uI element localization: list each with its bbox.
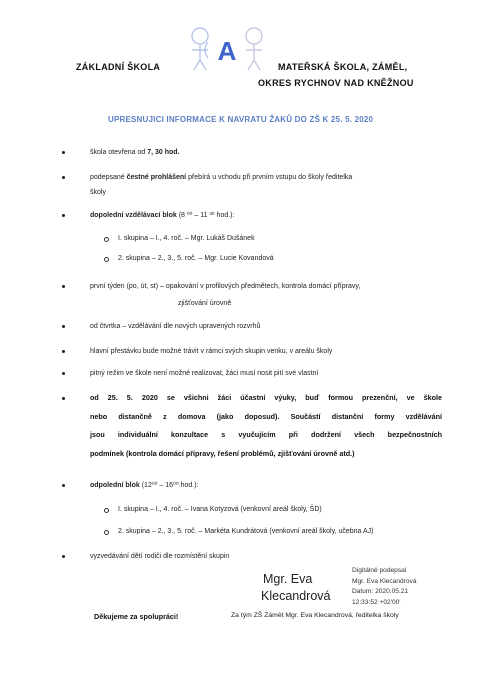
footer-signature-line: Za tým ZŠ Zámět Mgr. Eva Klecandrová, ředitelka školy: [231, 612, 399, 619]
school-name-right-1: MATEŘSKÁ ŠKOLA, ZÁMĚL,: [278, 62, 408, 72]
morning-group-1: I. skupina – I., 4. roč. – Mgr. Lukáš Dušánek: [118, 235, 255, 242]
item-pickup: vyzvedávání dětí rodiči dle rozmístění skupin: [90, 553, 230, 560]
digital-sig-line: Datum: 2020.05.21: [352, 588, 409, 595]
digital-sig-line: 12:33:52 +02'00': [352, 598, 401, 606]
signature-name-line2: Klecandrová: [261, 589, 331, 603]
bullet: [62, 484, 65, 487]
sub-bullet: [104, 530, 109, 535]
signature-name-line1: Mgr. Eva: [263, 572, 313, 586]
sub-bullet: [104, 257, 109, 262]
item-morning-block: dopolední vzdělávací blok (8 ⁰⁰ – 11 ³⁰ hod.):: [90, 212, 235, 219]
item-afternoon-block: odpolední blok (12⁰⁰ – 16⁰⁰ hod.):: [90, 482, 199, 489]
paragraph-line: nebo distančně z domova (jako doposud). Součástí distanční formy vzdělávání: [90, 411, 442, 421]
afternoon-group-1: I. skupina – I., 4. roč. – Ivana Kotyzová (venkovní areál školy, ŠD): [118, 506, 322, 513]
sub-bullet: [104, 237, 109, 242]
school-name-right-2: OKRES RYCHNOV NAD KNĚŽNOU: [258, 78, 414, 88]
bullet: [62, 176, 65, 179]
digital-sig-line: Mgr. Eva Klecandrová: [352, 577, 417, 585]
item-drinking: pitný režim ve škole není možné realizovat, žáci musí nosit pití své vlastní: [90, 370, 319, 377]
sub-bullet: [104, 508, 109, 513]
item-break: hlavní přestávku bude možné trávit v rámci svých skupin venku, v areálu školy: [90, 348, 333, 355]
item-declaration-line2: školy: [90, 189, 106, 196]
paragraph-line: jsou individuální konzultace s vyučujícím při dodržení všech bezpečnostních: [90, 430, 442, 439]
bullet: [62, 325, 65, 328]
morning-group-2: 2. skupina – 2., 3., 5. roč. – Mgr. Lucie Kovandová: [118, 255, 274, 262]
children-drawing-logo: [178, 22, 276, 72]
school-logo: [178, 22, 276, 72]
document-title: UPRESNUJICI INFORMACE K NAVRATU ŽAKŮ DO ZŠ K 25. 5. 2020: [108, 115, 374, 124]
item-opening-time: škola otevřena od 7, 30 hod.: [90, 149, 180, 156]
svg-text:A: A: [217, 36, 237, 66]
item-declaration: podepsané čestné prohlášení přebírá u vchodu při prvním vstupu do školy ředitelka: [90, 174, 353, 181]
paragraph-line: od 25. 5. 2020 se všichni žáci účastní výuky, buď formou prezenční, ve škole: [90, 393, 442, 402]
school-name-left: ZÁKLADNÍ ŠKOLA: [76, 62, 161, 72]
bullet: [62, 350, 65, 353]
digital-sig-line: Digitálně podepsal: [352, 567, 407, 574]
item-first-week-line2: zjišťování úrovně: [178, 300, 232, 307]
bullet: [62, 151, 65, 154]
paragraph-line: podmínek (kontrola domácí přípravy, řešení problémů, zjišťování úrovně atd.): [90, 448, 355, 458]
bullet: [62, 372, 65, 375]
item-first-week: první týden (po, út, st) – opakování v profilových předmětech, kontrola domácí přípravy,: [90, 283, 361, 290]
bullet: [62, 214, 65, 217]
afternoon-group-2: 2. skupina – 2., 3., 5. roč. – Markéta Kundrátová (venkovní areál školy, učebna AJ): [118, 528, 374, 535]
item-from-thursday: od čtvrtka – vzdělávání dle nových upravených rozvrhů: [90, 323, 261, 330]
digital-signature-info: [352, 566, 417, 608]
bullet: [62, 285, 65, 288]
item-attendance-paragraph: [90, 389, 442, 463]
bullet: [62, 397, 65, 400]
bullet: [62, 555, 65, 558]
signature-name: [261, 571, 331, 605]
thanks-text: Děkujeme za spolupráci!: [94, 612, 179, 621]
